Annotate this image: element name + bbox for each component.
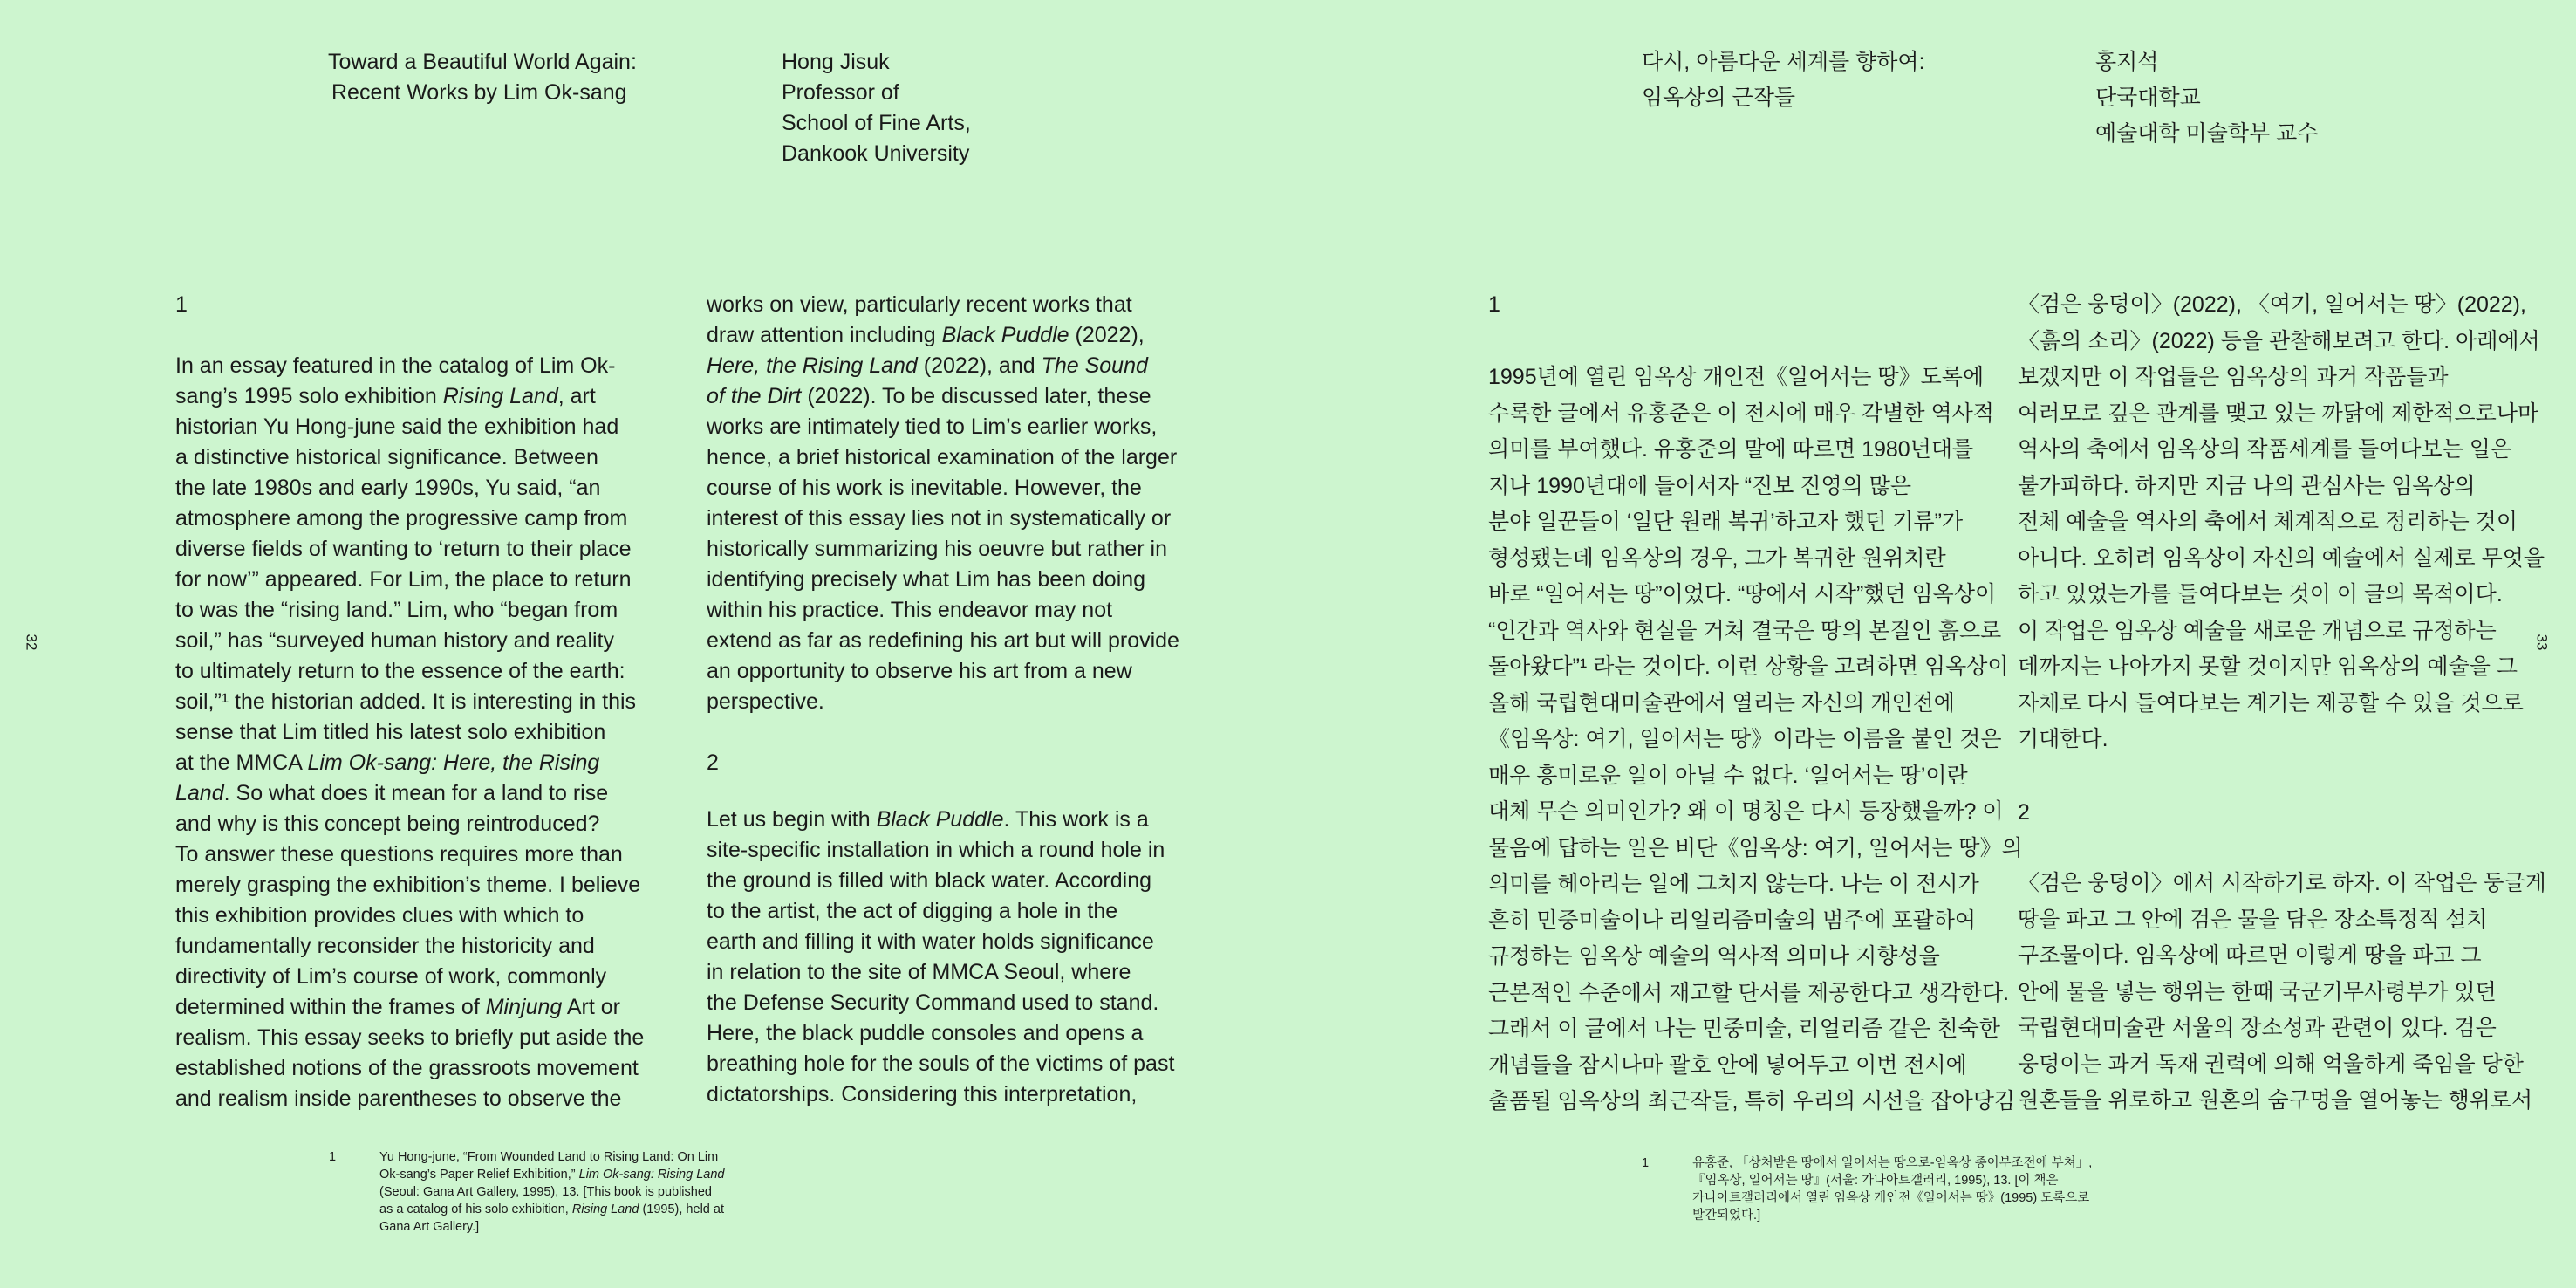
text-line: 올해 국립현대미술관에서 열리는 자신의 개인전에: [1488, 690, 1955, 716]
text-line: 물음에 답하는 일은 비단《임옥상: 여기, 일어서는 땅》의: [1488, 835, 2023, 860]
text-line: 『임옥상, 일어서는 땅』(서울: 가나아트갤러리, 1995), 13. [이 책은: [1692, 1174, 2059, 1188]
left-column-2-part-b: [707, 805, 1174, 1110]
text-line: sense that Lim titled his latest solo exhibition: [175, 720, 606, 744]
text-line: 《임옥상: 여기, 일어서는 땅》이라는 이름을 붙인 것은: [1488, 727, 2002, 751]
text-line: historically summarizing his oeuvre but rather in: [707, 537, 1167, 561]
left-title-line: Toward a Beautiful World Again:: [328, 50, 637, 74]
left-author-block: [782, 47, 971, 169]
text-line: realism. This essay seeks to briefly put aside the: [175, 1025, 645, 1050]
text-line: Let us begin with Black Puddle. This work is a: [707, 807, 1149, 832]
text-line: 의미를 헤아리는 일에 그치지 않는다. 나는 이 전시가: [1488, 872, 1979, 896]
text-line: in relation to the site of MMCA Seoul, where: [707, 960, 1131, 984]
left-author-line: Professor of: [782, 80, 899, 105]
text-line: 대체 무슨 의미인가? 왜 이 명칭은 다시 등장했을까? 이: [1488, 799, 2004, 824]
text-line: 매우 흥미로운 일이 아닐 수 없다. ‘일어서는 땅’이란: [1488, 763, 1968, 788]
text-line: 출품될 임옥상의 최근작들, 특히 우리의 시선을 잡아당김: [1488, 1089, 2016, 1113]
text-line: 아니다. 오히려 임옥상이 자신의 예술에서 실제로 무엇을: [2018, 545, 2545, 571]
text-line: 바로 “일어서는 땅”이었다. “땅에서 시작”했던 임옥상이: [1488, 582, 1997, 606]
text-line: the ground is filled with black water. According: [707, 868, 1151, 893]
text-line: site-specific installation in which a round hole in: [707, 838, 1165, 862]
left-footnote-number: 1: [329, 1150, 337, 1164]
text-line: soil,”¹ the historian added. It is interesting in this: [175, 689, 637, 714]
right-folio: 33: [2533, 634, 2551, 651]
left-section-2-number: 2: [707, 750, 719, 775]
text-line: Land. So what does it mean for a land to rise: [175, 781, 609, 805]
right-column-2-part-a: [2018, 287, 2545, 758]
text-line: 수록한 글에서 유홍준은 이 전시에 매우 각별한 역사적: [1488, 401, 1994, 426]
text-line: 의미를 부여했다. 유홍준의 말에 따르면 1980년대를: [1488, 437, 1974, 462]
text-line: this exhibition provides clues with which to: [175, 903, 584, 928]
text-line: “인간과 역사와 현실을 거쳐 결국은 땅의 본질인 흙으로: [1488, 618, 2002, 643]
left-author-line: School of Fine Arts,: [782, 111, 971, 135]
text-line: 구조물이다. 임옥상에 따르면 이렇게 땅을 파고 그: [2018, 943, 2482, 968]
text-line: To answer these questions requires more than: [175, 842, 623, 867]
text-line: 웅덩이는 과거 독재 권력에 의해 억울하게 죽임을 당한: [2018, 1052, 2524, 1077]
text-line: determined within the frames of Minjung Art or: [175, 995, 620, 1019]
left-section-1-number: 1: [175, 292, 188, 317]
right-column-2-part-b: [2018, 866, 2546, 1120]
text-line: Here, the black puddle consoles and opens a: [707, 1021, 1144, 1045]
text-line: works on view, particularly recent works that: [707, 292, 1132, 317]
text-line: (Seoul: Gana Art Gallery, 1995), 13. [This book is published: [379, 1185, 712, 1199]
text-line: 근본적인 수준에서 재고할 단서를 제공한다고 생각한다.: [1488, 980, 2010, 1005]
text-line: 여러모로 깊은 관계를 맺고 있는 까닭에 제한적으로나마: [2018, 401, 2539, 426]
text-line: 국립현대미술관 서울의 장소성과 관련이 있다. 검은: [2018, 1016, 2497, 1040]
text-line: 〈검은 웅덩이〉에서 시작하기로 하자. 이 작업은 둥글게: [2018, 871, 2546, 895]
text-line: hence, a brief historical examination of the larger: [707, 445, 1178, 469]
text-line: diverse fields of wanting to ‘return to their place: [175, 537, 632, 561]
right-title-line: 임옥상의 근작들: [1642, 86, 1795, 110]
text-line: 개념들을 잠시나마 괄호 안에 넣어두고 이번 전시에: [1488, 1052, 1967, 1078]
right-footnote-number: 1: [1642, 1156, 1650, 1170]
text-line: 불가피하다. 하지만 지금 나의 관심사는 임옥상의: [2018, 473, 2476, 498]
text-line: 1995년에 열린 임옥상 개인전《일어서는 땅》도록에: [1488, 365, 1985, 389]
text-line: an opportunity to observe his art from a new: [707, 659, 1132, 683]
text-line: 돌아왔다”¹ 라는 것이다. 이런 상황을 고려하면 임옥상이: [1488, 654, 2009, 679]
text-line: perspective.: [707, 689, 824, 714]
text-line: 기대한다.: [2018, 727, 2108, 751]
text-line: for now’” appeared. For Lim, the place to return: [175, 567, 632, 592]
text-line: 〈흙의 소리〉(2022) 등을 관찰해보려고 한다. 아래에서: [2018, 328, 2540, 353]
text-line: In an essay featured in the catalog of Lim Ok-: [175, 353, 616, 378]
text-line: to was the “rising land.” Lim, who “began from: [175, 598, 618, 622]
right-column-1: [1488, 360, 2023, 1120]
text-line: 원혼들을 위로하고 원혼의 숨구멍을 열어놓는 행위로서: [2018, 1088, 2533, 1113]
text-line: 땅을 파고 그 안에 검은 물을 담은 장소특정적 설치: [2018, 907, 2488, 932]
text-line: at the MMCA Lim Ok-sang: Here, the Rising: [175, 750, 600, 775]
text-line: extend as far as redefining his art but will provide: [707, 628, 1179, 653]
right-author-block: [2095, 47, 2318, 149]
text-line: fundamentally reconsider the historicity and: [175, 934, 595, 958]
text-line: draw attention including Black Puddle (2022),: [707, 323, 1145, 347]
right-title-line: 다시, 아름다운 세계를 향하여:: [1642, 50, 1925, 74]
text-line: identifying precisely what Lim has been doing: [707, 567, 1146, 592]
text-line: within his practice. This endeavor may not: [707, 598, 1113, 622]
left-column-2-part-a: [707, 290, 1179, 717]
text-line: 안에 물을 넣는 행위는 한때 국군기무사령부가 있던: [2018, 979, 2497, 1004]
text-line: 형성됐는데 임옥상의 경우, 그가 복귀한 원위치란: [1488, 545, 1946, 571]
right-author-line: 홍지석: [2095, 50, 2159, 74]
text-line: the late 1980s and early 1990s, Yu said, “an: [175, 476, 601, 500]
right-author-line: 예술대학 미술학부 교수: [2095, 121, 2319, 146]
text-line: 흔히 민중미술이나 리얼리즘미술의 범주에 포괄하여: [1488, 908, 1977, 933]
text-line: Yu Hong-june, “From Wounded Land to Rising Land: On Lim: [379, 1150, 719, 1164]
text-line: 전체 예술을 역사의 축에서 체계적으로 정리하는 것이: [2018, 510, 2518, 534]
left-footnote: [379, 1148, 724, 1236]
text-line: as a catalog of his solo exhibition, Rising Land (1995), held at: [379, 1202, 724, 1216]
right-author-line: 단국대학교: [2095, 86, 2201, 110]
text-line: 발간되었다.]: [1692, 1209, 1761, 1223]
text-line: course of his work is inevitable. However, the: [707, 476, 1142, 500]
text-line: 분야 일꾼들이 ‘일단 원래 복귀’하고자 했던 기류”가: [1488, 510, 1964, 534]
text-line: to ultimately return to the essence of the earth:: [175, 659, 625, 683]
right-section-2-number: 2: [2018, 800, 2030, 825]
left-folio: 32: [23, 634, 40, 651]
text-line: sang’s 1995 solo exhibition Rising Land, art: [175, 384, 596, 408]
text-line: and why is this concept being reintroduced?: [175, 812, 600, 836]
text-line: a distinctive historical significance. Between: [175, 445, 598, 469]
text-line: dictatorships. Considering this interpretation,: [707, 1082, 1138, 1106]
text-line: interest of this essay lies not in systematically or: [707, 506, 1172, 531]
text-line: breathing hole for the souls of the victims of past: [707, 1052, 1175, 1076]
text-line: 지나 1990년대에 들어서자 “진보 진영의 많은: [1488, 473, 1912, 498]
text-line: 데까지는 나아가지 못할 것이지만 임옥상의 예술을 그: [2018, 654, 2518, 679]
text-line: 역사의 축에서 임옥상의 작품세계를 들여다보는 일은: [2018, 437, 2512, 462]
text-line: and realism inside parentheses to observe the: [175, 1086, 622, 1111]
text-line: earth and filling it with water holds significance: [707, 929, 1154, 954]
left-title: [328, 47, 637, 108]
text-line: 보겠지만 이 작업들은 임옥상의 과거 작품들과: [2018, 365, 2449, 389]
text-line: atmosphere among the progressive camp from: [175, 506, 628, 531]
text-line: 규정하는 임옥상 예술의 역사적 의미나 지향성을: [1488, 944, 1940, 969]
text-line: to the artist, the act of digging a hole in the: [707, 899, 1118, 923]
right-footnote: [1692, 1154, 2092, 1224]
text-line: works are intimately tied to Lim’s earlier works,: [707, 414, 1158, 439]
left-author-line: Dankook University: [782, 141, 970, 166]
text-line: 가나아트갤러리에서 열린 임옥상 개인전《일어서는 땅》(1995) 도록으로: [1692, 1191, 2090, 1205]
text-line: directivity of Lim’s course of work, commonly: [175, 964, 607, 989]
text-line: of the Dirt (2022). To be discussed later, these: [707, 384, 1151, 408]
left-title-line: Recent Works by Lim Ok-sang: [331, 80, 627, 105]
left-column-1: [175, 351, 644, 1114]
text-line: 유홍준, 「상처받은 땅에서 일어서는 땅으로-임옥상 종이부조전에 부쳐」,: [1692, 1156, 2093, 1170]
text-line: 자체로 다시 들여다보는 계기는 제공할 수 있을 것으로: [2018, 690, 2524, 716]
text-line: historian Yu Hong-june said the exhibition had: [175, 414, 619, 439]
right-title: [1642, 47, 1925, 113]
text-line: established notions of the grassroots movement: [175, 1056, 639, 1080]
text-line: Gana Art Gallery.]: [379, 1220, 480, 1234]
text-line: Ok-sang’s Paper Relief Exhibition,” Lim Ok-sang: Rising Land: [379, 1168, 725, 1182]
text-line: the Defense Security Command used to stand.: [707, 990, 1159, 1015]
text-line: 하고 있었는가를 들여다보는 것이 이 글의 목적이다.: [2018, 582, 2503, 606]
text-line: merely grasping the exhibition’s theme. I believe: [175, 873, 641, 897]
text-line: 이 작업은 임옥상 예술을 새로운 개념으로 규정하는: [2018, 618, 2497, 643]
text-line: soil,” has “surveyed human history and reality: [175, 628, 615, 653]
text-line: 〈검은 웅덩이〉(2022), 〈여기, 일어서는 땅〉(2022),: [2018, 292, 2526, 317]
left-author-line: Hong Jisuk: [782, 50, 890, 74]
right-section-1-number: 1: [1488, 292, 1500, 317]
text-line: Here, the Rising Land (2022), and The Sound: [707, 353, 1148, 378]
text-line: 그래서 이 글에서 나는 민중미술, 리얼리즘 같은 친숙한: [1488, 1017, 2000, 1041]
